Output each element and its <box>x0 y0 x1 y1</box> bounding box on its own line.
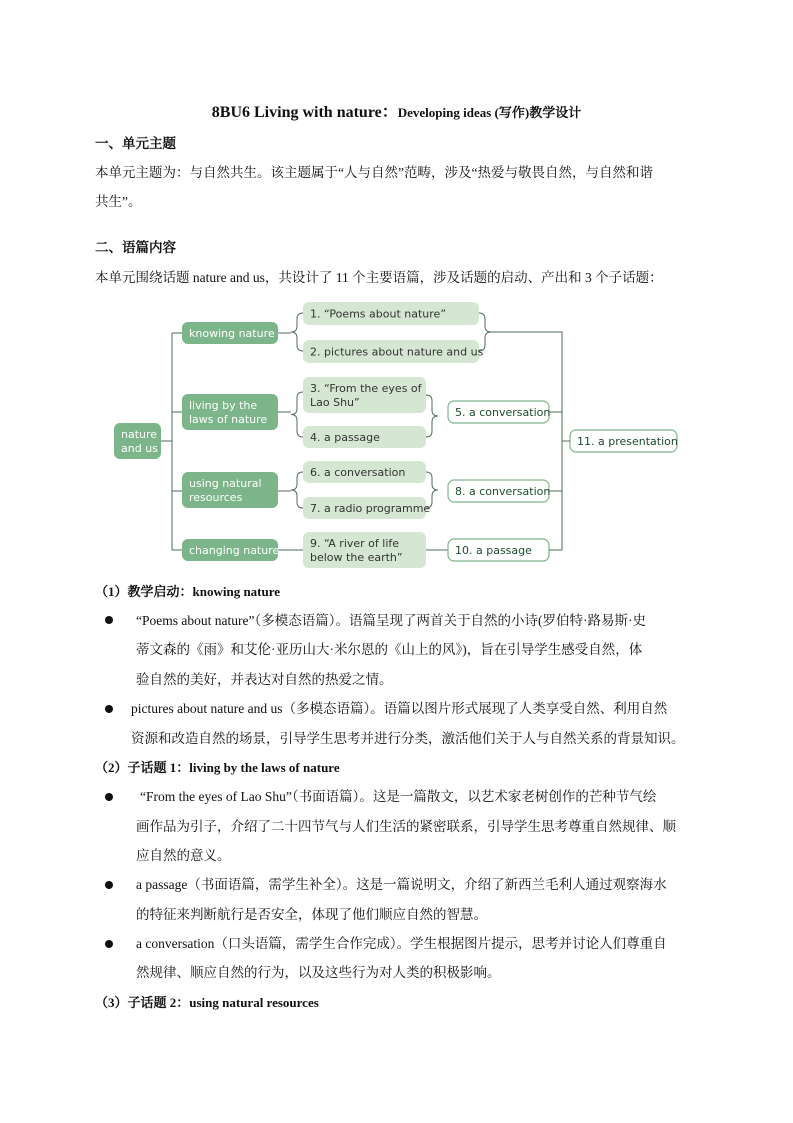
brace <box>426 395 438 437</box>
part2-bullet1-line2: 画作品为引子，介绍了二十四节气与人们生活的紧密联系，引导学生思考尊重自然规律、顺 <box>136 819 676 834</box>
text-node-text: below the earth” <box>310 551 403 564</box>
output-node-text: 8. a conversation <box>455 485 551 498</box>
text-node-text: 3. “From the eyes of <box>310 382 422 395</box>
text-node-text: Lao Shu” <box>310 396 360 409</box>
part1-bullet1-line2: 蒂文森的《雨》和艾伦·亚历山大·米尔恩的《山上的风》)，旨在引导学生感受自然，体 <box>136 642 643 657</box>
bullet-dot <box>105 705 113 713</box>
title-sub: Developing ideas (写作)教学设计 <box>397 105 582 120</box>
topic-node-text: laws of nature <box>189 413 268 426</box>
bullet-dot <box>105 881 113 889</box>
section2-heading: 二、语篇内容 <box>95 240 176 255</box>
topic-node-text: changing nature <box>189 544 280 557</box>
output-node-text: 11. a presentation <box>577 435 678 448</box>
part1-heading: （1）教学启动：knowing nature <box>95 584 281 599</box>
section2-intro: 本单元围绕话题 nature and us，共设计了 11 个主要语篇，涉及话题的启动、产出和 3 个子话题： <box>95 270 663 285</box>
part2-bullet3-line2: 然规律、顺应自然的行为，以及这些行为对人类的积极影响。 <box>136 965 501 980</box>
bullet-dot <box>105 793 113 801</box>
text-node-text: 7. a radio programme <box>310 502 431 515</box>
part1-bullet1-line3: 验自然的美好，并表达对自然的热爱之情。 <box>136 672 393 687</box>
topic-node-text: knowing nature <box>189 327 275 340</box>
connector-line <box>491 332 562 441</box>
part1-bullet2-line1: pictures about nature and us（多模态语篇）。语篇以图片形式展现了人类享受自然、利用自然 <box>131 701 668 716</box>
section1-line2: 共生”。 <box>95 194 142 209</box>
part2-bullet3-line1: a conversation（口头语篇，需学生合作完成）。学生根据图片提示，思考并讨论人们尊重自 <box>136 936 667 951</box>
part1-bullet2-line2: 资源和改造自然的场景，引导学生思考并进行分类，激活他们关于人与自然关系的背景知识。 <box>131 731 685 746</box>
part2-bullet1-line3: 应自然的意义。 <box>136 848 231 863</box>
brace <box>291 313 303 351</box>
bullet-dot <box>105 940 113 948</box>
topic-node-text: resources <box>189 491 243 504</box>
topic-node-text: using natural <box>189 477 262 490</box>
text-node-text: 2. pictures about nature and us <box>310 345 484 359</box>
part2-bullet2-line2: 的特征来判断航行是否安全，体现了他们顺应自然的智慧。 <box>136 907 487 922</box>
text-node-text: 6. a conversation <box>310 466 406 479</box>
root-node-text: and us <box>121 442 158 455</box>
section1-line1: 本单元主题为：与自然共生。该主题属于“人与自然”范畴，涉及“热爱与敬畏自然，与自然和谐 <box>95 165 653 180</box>
brace <box>291 392 303 437</box>
part3-heading: （3）子话题 2：using natural resources <box>95 995 319 1010</box>
root-node-text: nature <box>121 428 158 441</box>
section1-heading: 一、单元主题 <box>95 136 176 151</box>
brace <box>291 472 303 508</box>
text-node-text: 1. “Poems about nature” <box>310 307 447 321</box>
part2-bullet2-line1: a passage（书面语篇，需学生补全）。这是一篇说明文，介绍了新西兰毛利人通过观察海水 <box>136 877 667 892</box>
topic-node-text: living by the <box>189 399 258 412</box>
part1-bullet1-line1: “Poems about nature”（多模态语篇）。语篇呈现了两首关于自然的小诗(罗伯特·路易斯·史 <box>136 613 646 628</box>
text-node-text: 4. a passage <box>310 431 380 444</box>
output-node-text: 5. a conversation <box>455 406 551 419</box>
part2-heading: （2）子话题 1：living by the laws of nature <box>95 760 340 775</box>
text-node-text: 9. “A river of life <box>310 537 400 550</box>
title-main: 8BU6 Living with nature： <box>211 104 398 121</box>
part2-bullet1-line1: “From the eyes of Lao Shu”（书面语篇）。这是一篇散文，以艺术家老树创作的芒种节气绘 <box>140 789 657 804</box>
bullet-dot <box>105 616 113 624</box>
output-node-text: 10. a passage <box>455 544 532 557</box>
